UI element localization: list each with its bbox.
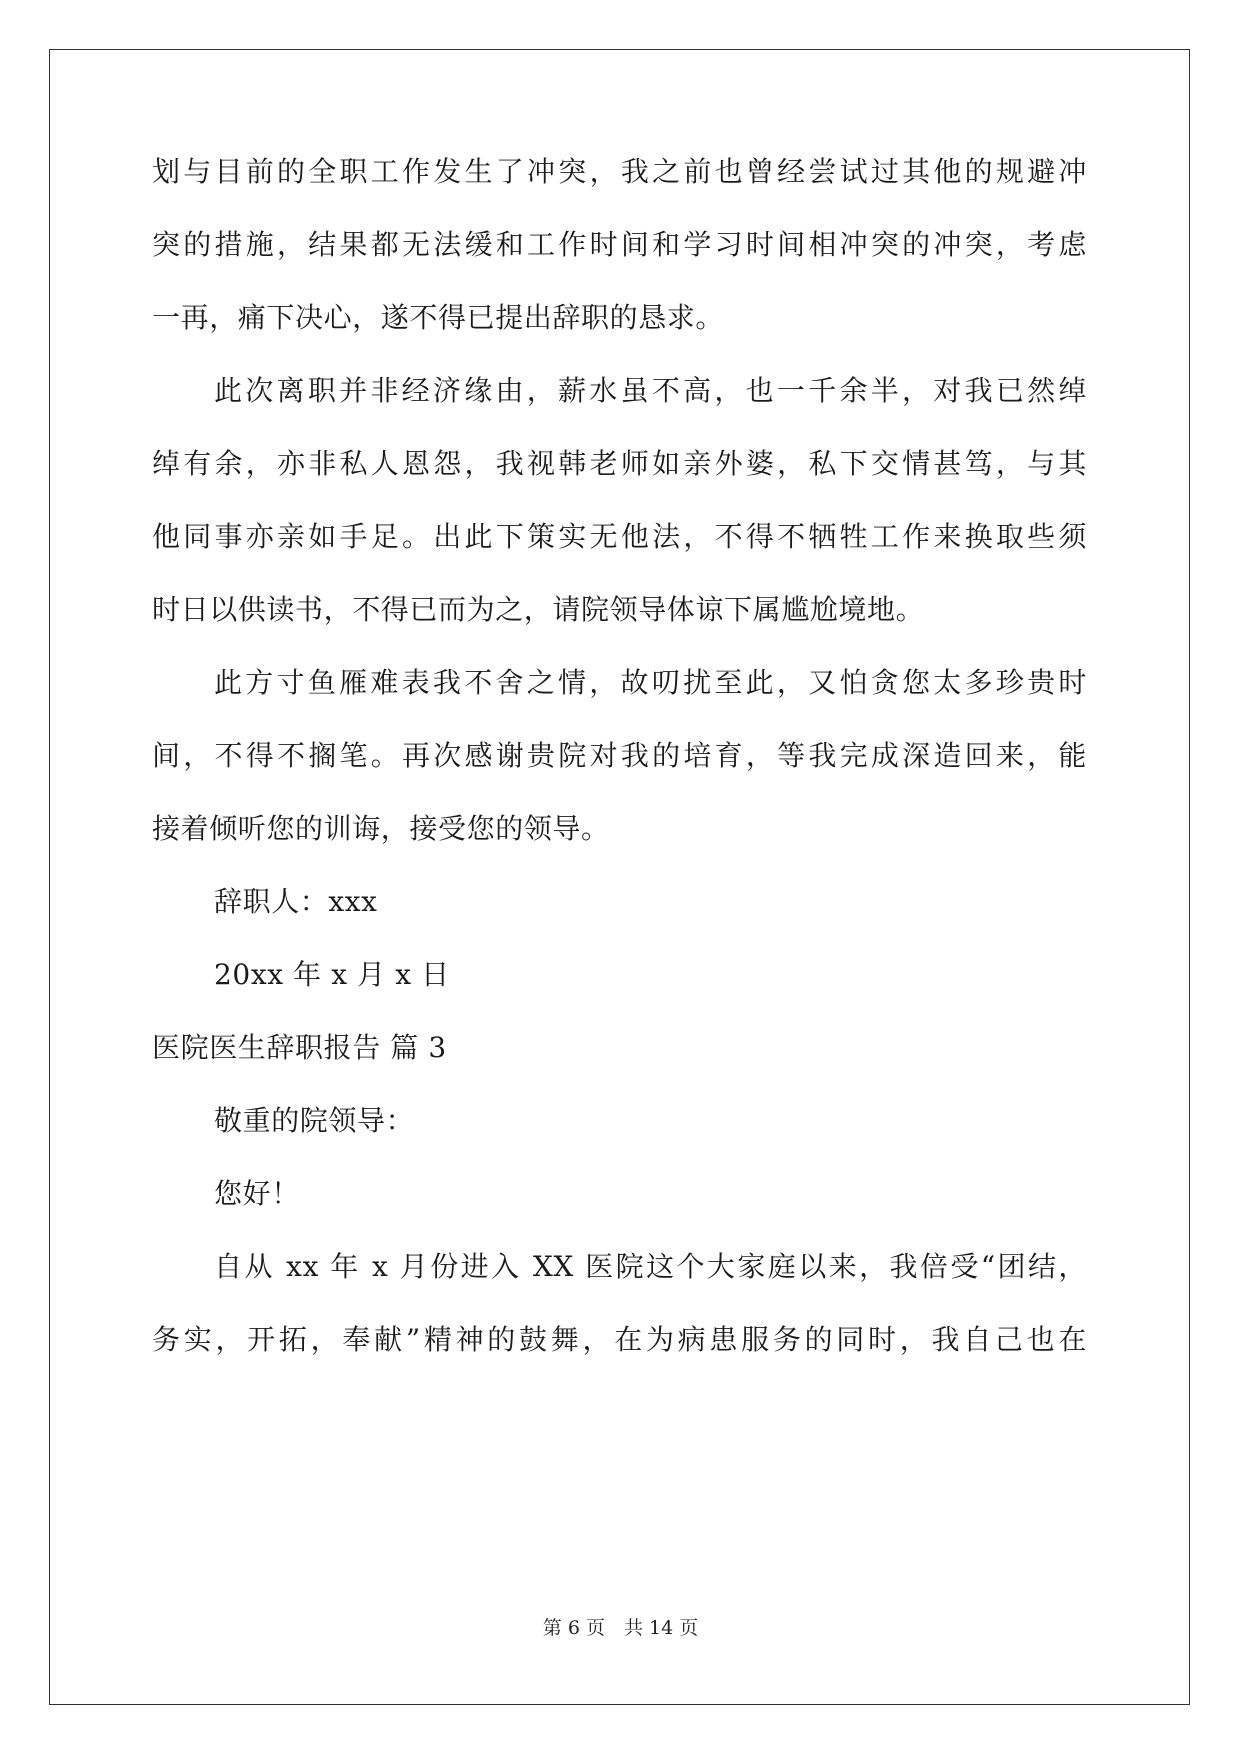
date-line: 20xx 年 x 月 x 日 bbox=[214, 958, 450, 991]
signature-line: 辞职人：xxx bbox=[214, 885, 378, 918]
body-line: 他同事亦亲如手足。出此下策实无他法，不得不牺牲工作来换取些须 bbox=[152, 520, 1087, 553]
body-line: 一再，痛下决心，遂不得已提出辞职的恳求。 bbox=[152, 301, 725, 334]
paragraph-first-line: 自从 xx 年 x 月份进入 XX 医院这个大家庭以来，我倍受“团结， bbox=[214, 1250, 1087, 1283]
page-border bbox=[49, 49, 1190, 1705]
body-line: 划与目前的全职工作发生了冲突，我之前也曾经尝试过其他的规避冲 bbox=[152, 155, 1087, 188]
greeting: 您好！ bbox=[214, 1177, 300, 1210]
body-line: 绰有余，亦非私人恩怨，我视韩老师如亲外婆，私下交情甚笃，与其 bbox=[152, 447, 1087, 480]
body-line: 突的措施，结果都无法缓和工作时间和学习时间相冲突的冲突，考虑 bbox=[152, 228, 1087, 261]
paragraph-first-line: 此次离职并非经济缘由，薪水虽不高，也一千余半，对我已然绰 bbox=[214, 374, 1087, 407]
section-heading: 医院医生辞职报告 篇 3 bbox=[152, 1031, 447, 1064]
body-line: 间，不得不搁笔。再次感谢贵院对我的培育，等我完成深造回来，能 bbox=[152, 739, 1087, 772]
body-line: 时日以供读书，不得已而为之，请院领导体谅下属尴尬境地。 bbox=[152, 593, 925, 626]
page-number-footer: 第 6 页 共 14 页 bbox=[542, 1617, 699, 1639]
body-line: 接着倾听您的训诲，接受您的领导。 bbox=[152, 812, 610, 845]
paragraph-first-line: 此方寸鱼雁难表我不舍之情，故叨扰至此，又怕贪您太多珍贵时 bbox=[214, 666, 1087, 699]
salutation: 敬重的院领导： bbox=[214, 1104, 415, 1137]
body-line: 务实，开拓，奉献”精神的鼓舞，在为病患服务的同时，我自己也在 bbox=[152, 1323, 1087, 1356]
